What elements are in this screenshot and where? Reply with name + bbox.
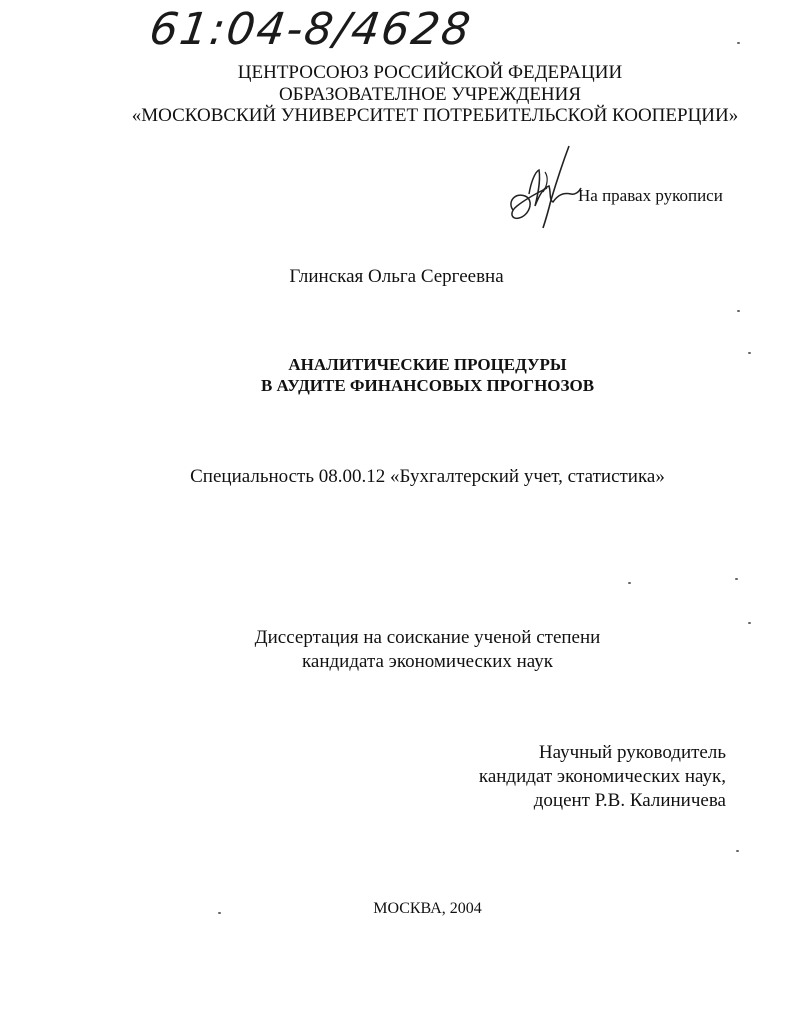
- handwritten-number-text: 61:04-8/4628: [146, 4, 476, 55]
- org-line-3: «МОСКОВСКИЙ УНИВЕРСИТЕТ ПОТРЕБИТЕЛЬСКОЙ КООПЕРЦИИ»: [131, 105, 739, 126]
- city-and-year: МОСКВА, 2004: [373, 900, 482, 917]
- dissertation-title-line-1: АНАЛИТИЧЕСКИЕ ПРОЦЕДУРЫ: [288, 355, 567, 374]
- org-line-1: ЦЕНТРОСОЮЗ РОССИЙСКОЙ ФЕДЕРАЦИИ: [237, 62, 623, 83]
- handwritten-catalog-number: [146, 4, 510, 70]
- author-name: Глинская Ольга Сергеевна: [289, 266, 504, 287]
- scan-speck: [736, 850, 739, 852]
- scan-speck: [735, 578, 738, 580]
- advisor-line-1: Научный руководитель: [538, 742, 726, 763]
- scan-speck: [748, 352, 751, 354]
- scan-speck: [737, 310, 740, 312]
- degree-line-2: кандидата экономических наук: [301, 651, 554, 672]
- scan-speck: [218, 912, 221, 914]
- scan-speck: [737, 42, 740, 44]
- rights-note: На правах рукописи: [578, 186, 723, 205]
- handwritten-signature: [505, 142, 585, 232]
- degree-line-1: Диссертация на соискание ученой степени: [254, 627, 601, 648]
- org-line-2: ОБРАЗОВАТЕЛНОЕ УЧРЕЖДЕНИЯ: [278, 84, 582, 105]
- scan-speck: [748, 622, 751, 624]
- advisor-line-3: доцент Р.В. Калиничева: [533, 790, 726, 811]
- specialty-line: Специальность 08.00.12 «Бухгалтерский учет, статистика»: [190, 466, 665, 487]
- scan-speck: [628, 582, 631, 584]
- dissertation-title-line-2: В АУДИТЕ ФИНАНСОВЫХ ПРОГНОЗОВ: [260, 376, 595, 395]
- advisor-line-2: кандидат экономических наук,: [478, 766, 726, 787]
